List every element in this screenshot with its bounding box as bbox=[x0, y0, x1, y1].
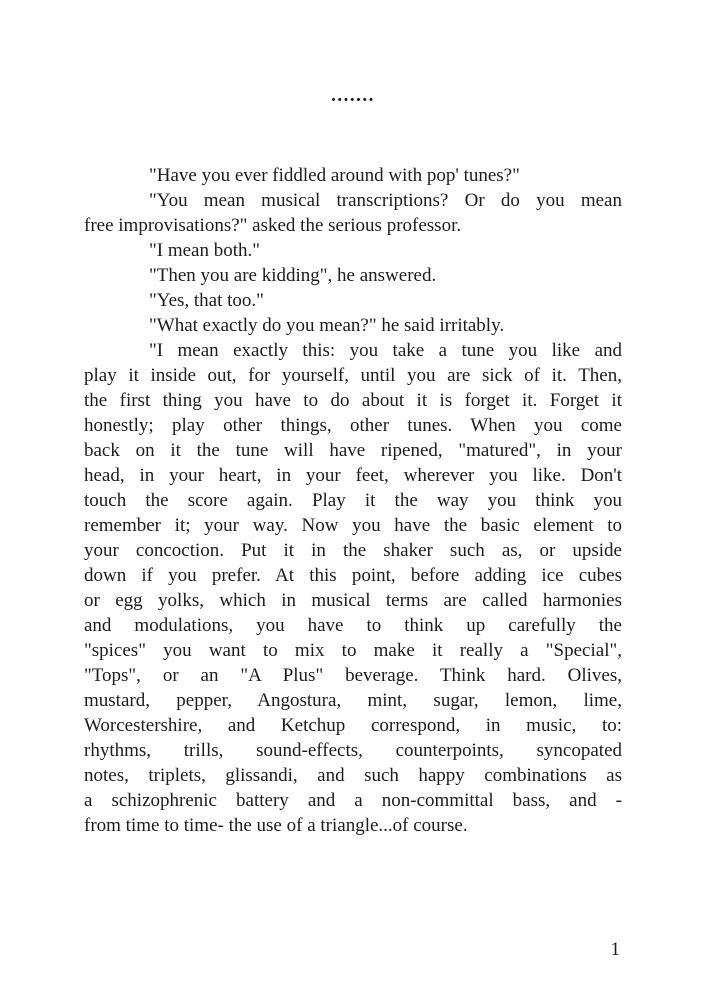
text-line: "spices" you want to mix to make it really a "Special", bbox=[84, 640, 622, 661]
text-line: "What exactly do you mean?" he said irritably. bbox=[149, 315, 505, 336]
page-content bbox=[84, 83, 622, 838]
text-line: head, in your heart, in your feet, wherever you like. Don't bbox=[84, 465, 622, 486]
text-line: honestly; play other things, other tunes. When you come bbox=[84, 415, 622, 436]
text-line: "Have you ever fiddled around with pop' tunes?" bbox=[149, 165, 520, 186]
text-line: a schizophrenic battery and a non-committal bass, and - bbox=[84, 790, 622, 811]
text-line: Worcestershire, and Ketchup correspond, in music, to: bbox=[84, 715, 622, 736]
text-line: back on it the tune will have ripened, "matured", in your bbox=[84, 440, 622, 461]
paragraph bbox=[84, 238, 622, 263]
section-separator: ....... bbox=[331, 85, 375, 106]
text-line: "I mean exactly this: you take a tune you like and bbox=[149, 340, 622, 361]
text-line: mustard, pepper, Angostura, mint, sugar, lemon, lime, bbox=[84, 690, 622, 711]
paragraph bbox=[84, 163, 622, 188]
paragraph bbox=[84, 313, 622, 338]
text-line: "You mean musical transcriptions? Or do you mean bbox=[149, 190, 622, 211]
paragraph bbox=[84, 288, 622, 313]
text-line: or egg yolks, which in musical terms are called harmonies bbox=[84, 590, 622, 611]
text-line: the first thing you have to do about it is forget it. Forget it bbox=[84, 390, 622, 411]
paragraph bbox=[84, 338, 622, 838]
text-line: notes, triplets, glissandi, and such happy combinations as bbox=[84, 765, 622, 786]
paragraph bbox=[84, 263, 622, 288]
text-line: play it inside out, for yourself, until you are sick of it. Then, bbox=[84, 365, 622, 386]
text-line: free improvisations?" asked the serious professor. bbox=[84, 215, 462, 236]
page-number: 1 bbox=[610, 939, 620, 960]
paragraph bbox=[84, 188, 622, 238]
text-line: "Tops", or an "A Plus" beverage. Think hard. Olives, bbox=[84, 665, 622, 686]
text-line: and modulations, you have to think up carefully the bbox=[84, 615, 622, 636]
text-line: rhythms, trills, sound-effects, counterpoints, syncopated bbox=[84, 740, 622, 761]
text-line: down if you prefer. At this point, before adding ice cubes bbox=[84, 565, 622, 586]
text-line: remember it; your way. Now you have the basic element to bbox=[84, 515, 622, 536]
text-line: touch the score again. Play it the way you think you bbox=[84, 490, 622, 511]
text-line: "I mean both." bbox=[149, 240, 261, 261]
text-line: "Yes, that too." bbox=[149, 290, 264, 311]
body-text bbox=[84, 163, 622, 838]
text-line: from time to time- the use of a triangle...of course. bbox=[84, 815, 468, 836]
text-line: "Then you are kidding", he answered. bbox=[149, 265, 437, 286]
text-line: your concoction. Put it in the shaker such as, or upside bbox=[84, 540, 622, 561]
